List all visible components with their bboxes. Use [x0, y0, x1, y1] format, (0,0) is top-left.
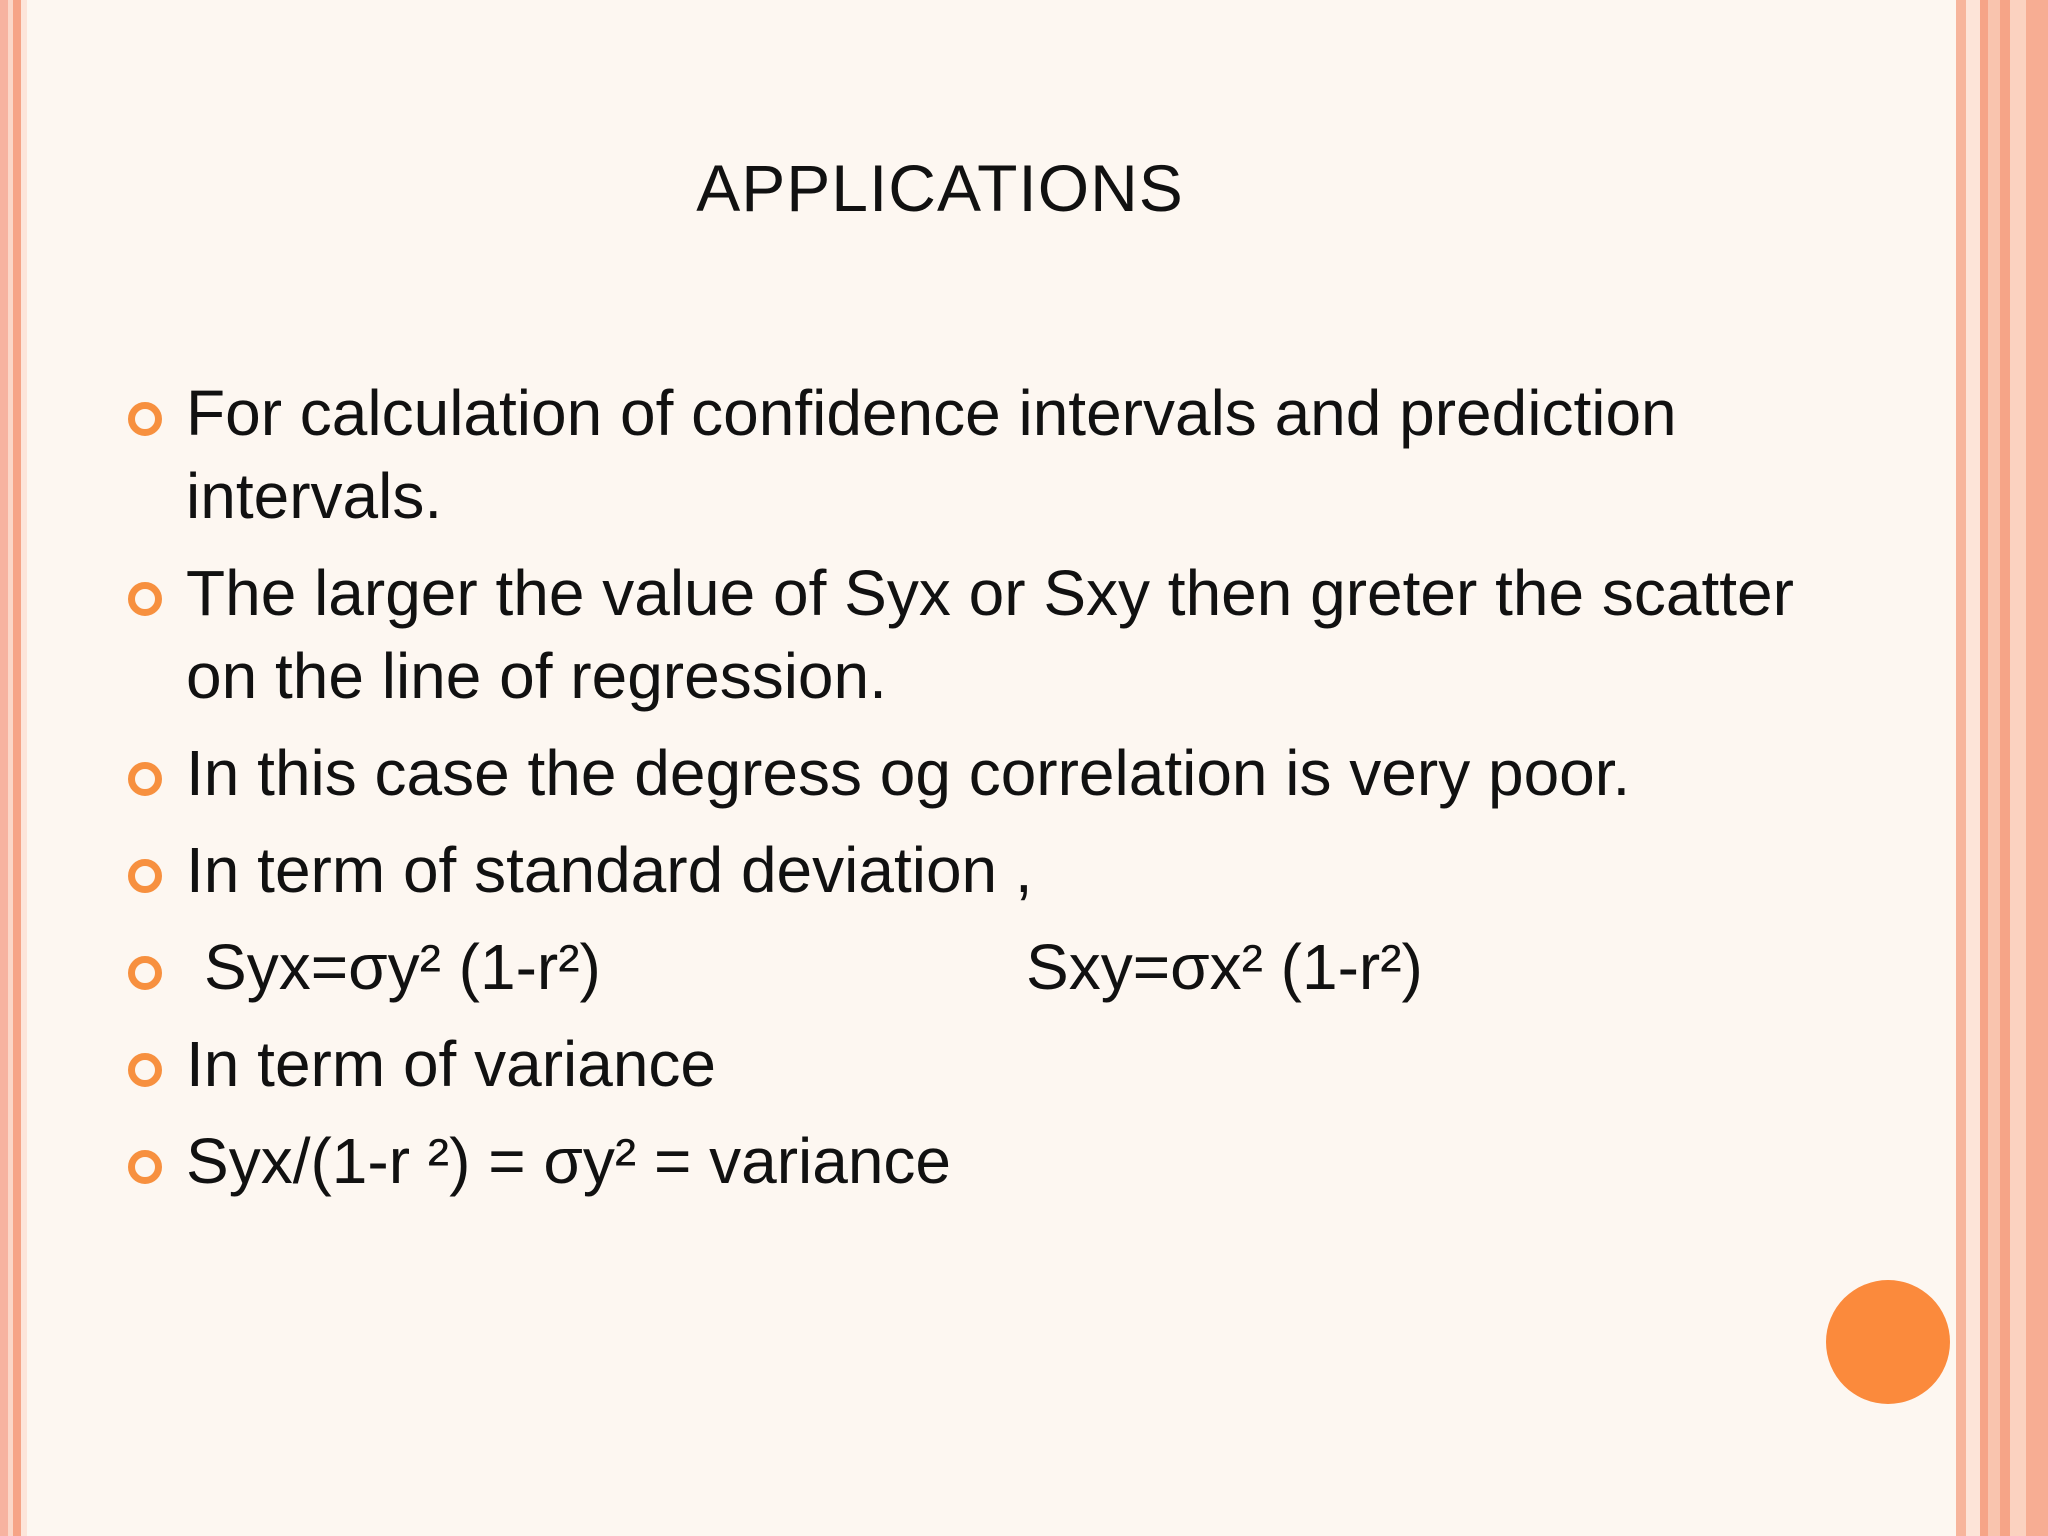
- bullet-text: In term of standard deviation ,: [186, 834, 1033, 906]
- bullet-item: [128, 1120, 1828, 1203]
- bullet-text: Syx/(1-r ²) = σy² = variance: [186, 1125, 951, 1197]
- right-border-stripe: [1988, 0, 2000, 1536]
- bullet-item: [128, 829, 1828, 912]
- circle-bullet-icon: [128, 1053, 162, 1087]
- left-border-stripe: [13, 0, 21, 1536]
- bullet-text: The larger the value of Syx or Sxy then greter the scatter on the line of regression.: [186, 557, 1794, 712]
- bullet-text: For calculation of confidence intervals and prediction intervals.: [186, 377, 1677, 532]
- right-border-stripe: [2000, 0, 2010, 1536]
- circle-bullet-icon: [128, 762, 162, 796]
- bullet-text: In this case the degress og correlation is very poor.: [186, 737, 1631, 809]
- orange-circle-decoration: [1826, 1280, 1950, 1404]
- left-border-stripe: [0, 0, 8, 1536]
- bullet-list: [128, 372, 1828, 1217]
- circle-bullet-icon: [128, 582, 162, 616]
- slide-title: APPLICATIONS: [696, 151, 1184, 225]
- formula-row: [186, 926, 1828, 1009]
- bullet-item: [128, 732, 1828, 815]
- circle-bullet-icon: [128, 402, 162, 436]
- bullet-item: [128, 552, 1828, 718]
- right-border-stripe: [1956, 0, 1966, 1536]
- formula-sxy: Sxy=σx² (1-r²): [1026, 931, 1423, 1003]
- circle-bullet-icon: [128, 956, 162, 990]
- right-border-stripe: [1980, 0, 1988, 1536]
- circle-bullet-icon: [128, 859, 162, 893]
- circle-bullet-icon: [128, 1150, 162, 1184]
- bullet-text: In term of variance: [186, 1028, 716, 1100]
- bullet-item-formulas: [128, 926, 1828, 1009]
- bullet-item: [128, 372, 1828, 538]
- bullet-item: [128, 1023, 1828, 1106]
- right-border-stripe: [1966, 0, 1980, 1536]
- left-border-stripe: [21, 0, 27, 1536]
- formula-syx: Syx=σy² (1-r²): [204, 931, 601, 1003]
- right-border-stripe: [2026, 0, 2048, 1536]
- right-border-stripe: [2010, 0, 2026, 1536]
